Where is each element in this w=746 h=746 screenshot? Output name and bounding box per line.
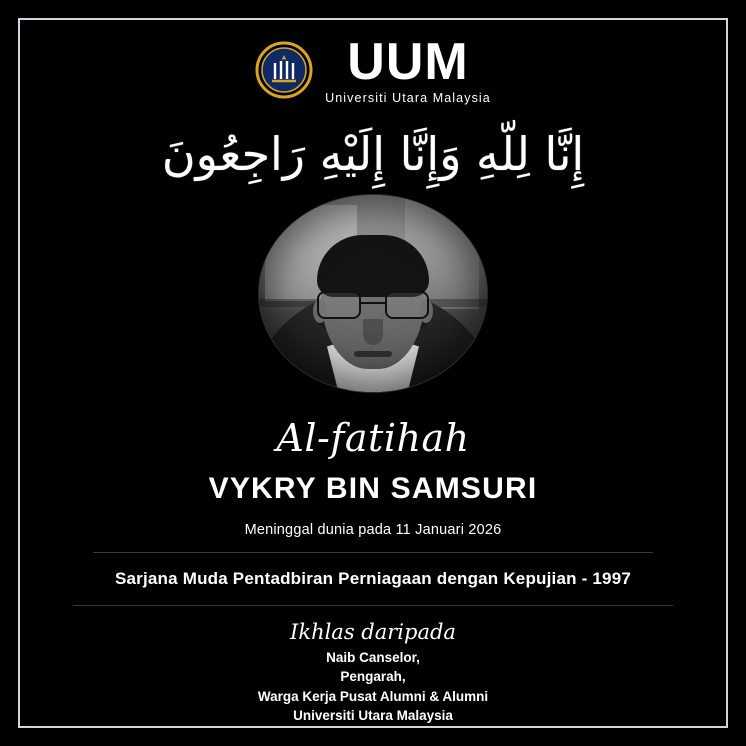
divider-top [93,552,653,553]
qualification-text: Sarjana Muda Pentadbiran Perniagaan dengan Kepujian - 1997 [114,568,632,588]
uum-crest-icon [255,39,313,101]
signoff-block [258,648,488,726]
arabic-calligraphy: إِنَّا لِلّهِ وَإِنَّا إِلَيْهِ رَاجِعُونَ [161,126,585,181]
poster-content [20,20,726,726]
divider-bottom [73,605,673,606]
uum-tagline: Universiti Utara Malaysia [325,91,491,105]
alfatihah-heading: Al-fatihah [276,416,470,461]
portrait-vignette [259,195,487,392]
signoff-line: Warga Kerja Pusat Alumni & Alumni [257,688,489,704]
uum-wordmark-block [325,33,491,105]
deceased-name: VYKRY BIN SAMSURI [208,472,538,506]
signoff-line: Pengarah, [340,669,406,685]
death-date: Meninggal dunia pada 11 Januari 2026 [244,522,502,539]
ikhlas-heading: Ikhlas daripada [290,619,456,644]
signoff-line: Naib Canselor, [326,649,420,665]
deceased-portrait [259,195,487,392]
uum-logo [255,33,491,105]
uum-wordmark: UUM [347,33,469,91]
signoff-line: Universiti Utara Malaysia [293,708,453,724]
